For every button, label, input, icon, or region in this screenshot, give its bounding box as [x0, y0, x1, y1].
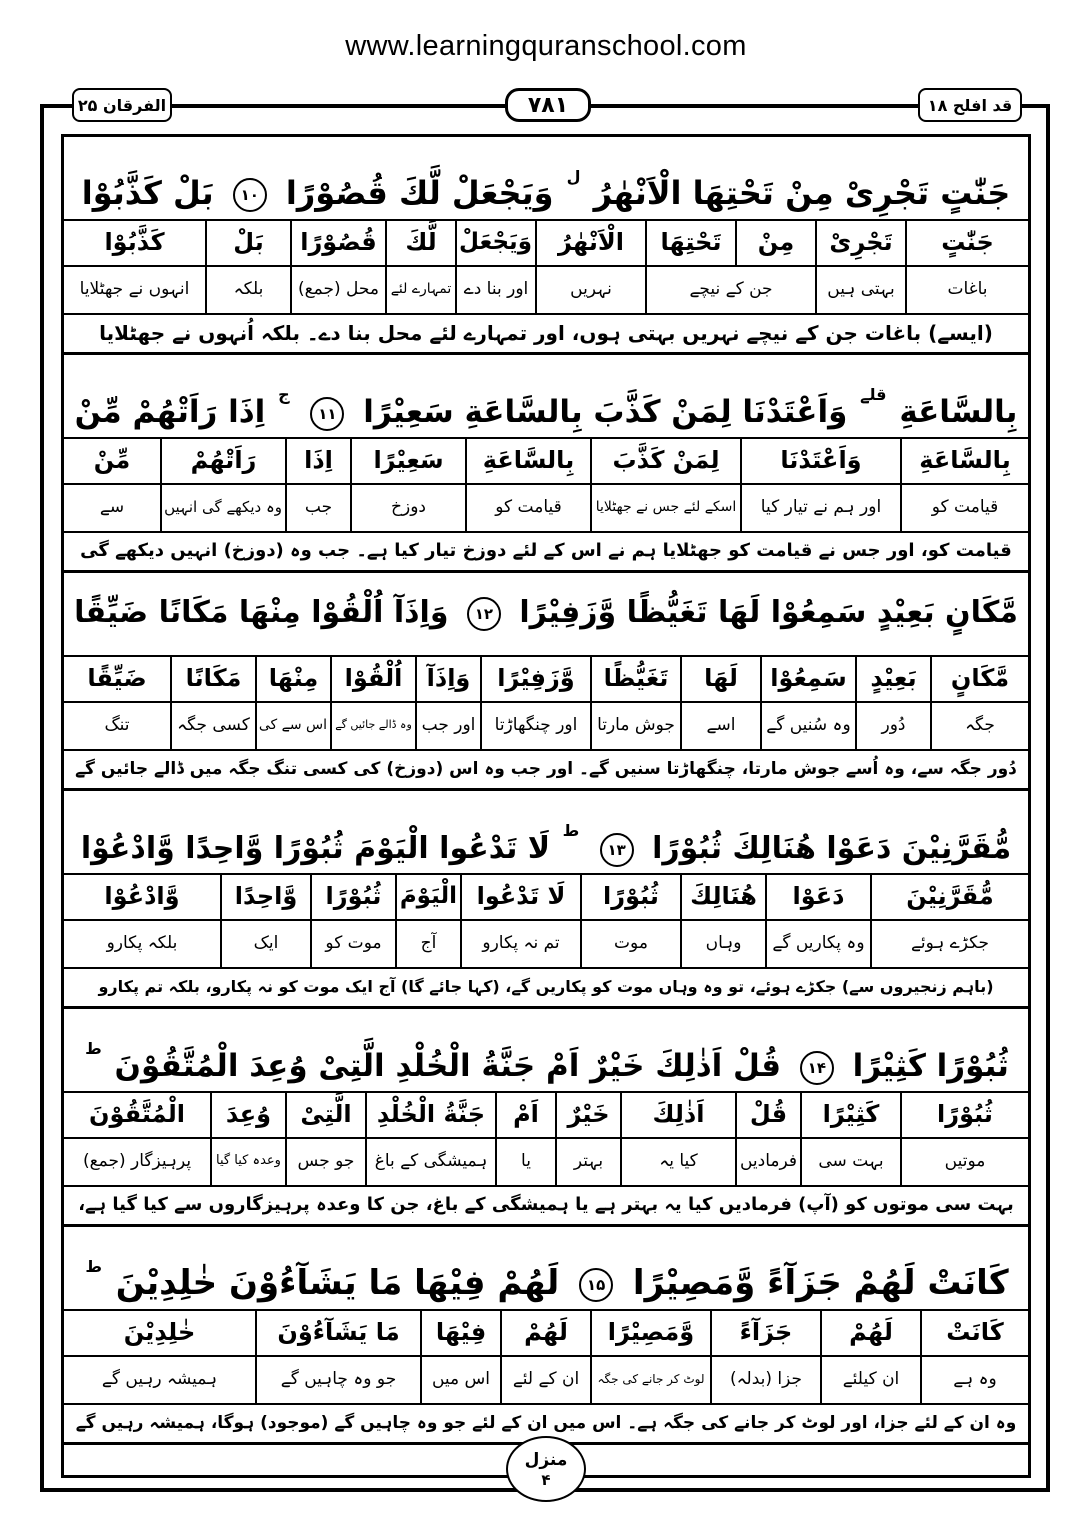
word-row — [64, 1093, 1028, 1139]
verse-line — [64, 573, 1028, 657]
meaning-cell: دُور — [855, 703, 930, 749]
ayah-number-marker: ۱۳ — [600, 833, 634, 867]
word-cell: جَنَّةُ الْخُلْدِ — [365, 1093, 495, 1137]
meaning-cell: وہ ڈالے جائیں گے — [330, 703, 415, 749]
meaning-cell: کسی جگہ — [170, 703, 255, 749]
translation-line: بہت سی موتوں کو (آپ) فرمادیں کیا یہ بہتر ہے یا ہمیشگی کے باغ، جن کا وعدہ پرہیزگاروں سے کیا گیا ہے، — [64, 1187, 1028, 1227]
meaning-cell: اور ہم نے تیار کیا — [740, 485, 900, 531]
meaning-cell: بلکہ پکارو — [106, 933, 178, 953]
verse-text-segment: لَا تَدْعُوا الْيَوْمَ ثُبُوْرًا وَّاحِدًا وَّادْعُوْا — [80, 831, 551, 866]
meaning-row — [64, 485, 1028, 533]
word-cell: بِالسَّاعَةِ — [900, 439, 1028, 483]
word-row — [64, 221, 1028, 267]
verse-line — [64, 1227, 1028, 1311]
ayah-block — [64, 137, 1028, 355]
meaning-cell: اسکے لئے جس نے جھٹلایا — [590, 485, 740, 531]
meaning-cell: جو جس — [285, 1139, 365, 1185]
meaning-cell: بہتر — [555, 1139, 620, 1185]
ayah-number-marker: ۱۰ — [233, 178, 267, 212]
meaning-cell: تنگ — [104, 715, 130, 735]
meaning-cell: باغات — [905, 267, 1028, 313]
meaning-cell: لوٹ کر جانے کی جگہ — [590, 1357, 710, 1403]
meaning-cell: جوش مارتا — [590, 703, 680, 749]
meaning-row — [64, 1139, 1028, 1187]
waqf-pause-mark: ل — [566, 167, 581, 186]
meaning-cell: بلکہ — [205, 267, 290, 313]
meaning-cell: ان کیلئے — [820, 1357, 920, 1403]
word-cell: ثُبُوْرًا — [900, 1093, 1028, 1137]
word-cell: ضَيِّقًا — [87, 664, 147, 692]
word-cell: مَكَانًا — [170, 657, 255, 701]
verse-blocks — [64, 137, 1028, 1445]
word-cell: وَاِذَآ — [415, 657, 480, 701]
translation-line: (ایسے) باغات جن کے نیچے نہریں بہتی ہوں، اور تمہارے لئے محل بنا دے۔ بلکہ اُنہوں نے جھٹلایا — [64, 315, 1028, 355]
waqf-pause-mark: قلے — [860, 385, 887, 404]
verse-text-segment: وَيَجْعَلْ لَّكَ قُصُوْرًا — [285, 174, 554, 212]
meaning-cell: اس سے کی — [255, 703, 330, 749]
verse-line — [64, 355, 1028, 439]
word-cell: مُّقَرَّنِيْنَ — [870, 875, 1028, 919]
meaning-cell: اور چنگھاڑتا — [480, 703, 590, 749]
verse-text-segment: لَهُمْ فِيْهَا مَا يَشَآءُوْنَ خٰلِدِيْنَ — [115, 1263, 560, 1303]
word-cell: خٰلِدِيْنَ — [123, 1318, 196, 1346]
word-row — [64, 875, 1028, 921]
verse-text-segment: وَاَعْتَدْنَا لِمَنْ كَذَّبَ بِالسَّاعَةِ سَعِيْرًا — [363, 394, 848, 430]
meaning-cell: جن کے نیچے — [645, 267, 815, 313]
meaning-cell: جکڑے ہوئے — [870, 921, 1028, 967]
word-cell: بَعِيْدٍ — [855, 657, 930, 701]
meaning-cell: تم نہ پکارو — [460, 921, 580, 967]
meaning-cell: موت — [580, 921, 680, 967]
word-cell: دَعَوْا — [765, 875, 870, 919]
verse-line — [64, 791, 1028, 875]
word-cell: كَثِيْرًا — [800, 1093, 900, 1137]
verse-text-segment: بِالسَّاعَةِ — [899, 394, 1018, 430]
word-cell: هُنَالِكَ — [680, 875, 765, 919]
word-cell: الَّتِىْ — [285, 1093, 365, 1137]
waqf-pause-mark: ج — [278, 385, 290, 404]
meaning-cell: وعدہ کیا گیا — [210, 1139, 285, 1185]
meaning-cell: وہ پکاریں گے — [765, 921, 870, 967]
ayah-block — [64, 1227, 1028, 1445]
word-cell: وَّمَصِيْرًا — [590, 1311, 710, 1355]
word-cell: جَنّٰتٍ — [905, 221, 1028, 265]
meaning-cell: سے — [99, 497, 125, 517]
meaning-row — [64, 703, 1028, 751]
ayah-block — [64, 1009, 1028, 1227]
word-cell: سَعِيْرًا — [350, 439, 465, 483]
page-number: ۷۸۱ — [505, 88, 591, 122]
translation-line: (باہم زنجیروں سے) جکڑے ہوئے، تو وہ وہاں موت کو پکاریں گے، (کہا جائے گا) آج ایک موت کو نہ پکارو، بلکہ تم پکارو — [64, 969, 1028, 1009]
ayah-number-marker: ۱۴ — [800, 1051, 834, 1085]
meaning-cell: اور جب — [415, 703, 480, 749]
meaning-cell: ایک — [220, 921, 310, 967]
word-cell: كَانَتْ — [920, 1311, 1028, 1355]
word-cell: الْيَوْمَ — [395, 875, 460, 919]
meaning-cell: بہتی ہیں — [815, 267, 905, 313]
meaning-cell: اس میں — [420, 1357, 500, 1403]
word-cell: لَا تَدْعُوا — [460, 875, 580, 919]
word-cell: لَهُمْ — [500, 1311, 590, 1355]
meaning-cell: جگہ — [930, 703, 1028, 749]
meaning-cell: اور بنا دے — [455, 267, 535, 313]
word-cell: خَيْرٌ — [555, 1093, 620, 1137]
meaning-cell: اسے — [680, 703, 760, 749]
word-cell: ثُبُوْرًا — [580, 875, 680, 919]
ayah-number-marker: ۱۱ — [310, 397, 344, 431]
word-cell: قُلْ — [735, 1093, 800, 1137]
meaning-cell: وہ سُنیں گے — [760, 703, 855, 749]
meaning-cell: وہاں — [680, 921, 765, 967]
word-row — [64, 1311, 1028, 1357]
para-name-label: قد افلح ۱۸ — [918, 88, 1022, 122]
meaning-cell: ہمیشہ رہیں گے — [101, 1369, 218, 1389]
ayah-block — [64, 573, 1028, 791]
word-cell: وَّزَفِيْرًا — [480, 657, 590, 701]
word-cell: سَمِعُوْا — [760, 657, 855, 701]
word-cell: لَهَا — [680, 657, 760, 701]
meaning-cell: ان کے لئے — [500, 1357, 590, 1403]
word-cell: اَمْ — [495, 1093, 555, 1137]
word-cell: مِّنْ — [93, 446, 131, 474]
word-cell: اِذَا — [285, 439, 350, 483]
meaning-row — [64, 267, 1028, 315]
word-row — [64, 439, 1028, 485]
word-cell: تَجْرِىْ — [815, 221, 905, 265]
waqf-pause-mark: ط — [85, 1257, 102, 1276]
ayah-block — [64, 355, 1028, 573]
word-cell: لَّكَ — [385, 221, 455, 265]
manzil-label: منزل — [524, 1450, 568, 1470]
word-cell: مَا يَشَآءُوْنَ — [255, 1311, 420, 1355]
word-cell: بَلْ — [205, 221, 290, 265]
word-cell: الْمُتَّقُوْنَ — [89, 1100, 185, 1128]
meaning-cell: نہریں — [535, 267, 645, 313]
translation-line: دُور جگہ سے، وہ اُسے جوش مارتا، چنگھاڑتا سنیں گے۔ اور جب وہ اس (دوزخ) کی کسی تنگ جگہ میں ڈالے جائیں گے — [64, 751, 1028, 791]
word-cell: تَغَيُّظًا — [590, 657, 680, 701]
surah-name-label: الفرقان ۲۵ — [72, 88, 172, 122]
verse-text-segment: اِذَا رَاَتْهُمْ مِّنْ — [74, 394, 266, 430]
word-cell: وَيَجْعَلْ — [455, 221, 535, 265]
verse-text-segment: وَاِذَآ اُلْقُوْا مِنْهَا مَكَانًا ضَيِّقًا — [74, 595, 449, 630]
meaning-cell: ہمیشگی کے باغ — [365, 1139, 495, 1185]
verse-text-segment: مَّكَانٍ بَعِيْدٍ سَمِعُوْا لَهَا تَغَيُّظًا وَّزَفِيْرًا — [519, 595, 1018, 630]
verse-line — [64, 1009, 1028, 1093]
word-cell: مَّكَانٍ — [930, 657, 1028, 701]
word-cell: لَهُمْ — [820, 1311, 920, 1355]
meaning-cell: انہوں نے جھٹلایا — [79, 279, 190, 299]
meaning-cell: موت کو — [310, 921, 395, 967]
word-cell: كَذَّبُوْا — [104, 228, 165, 256]
meaning-cell: وہ دیکھے گی انہیں — [160, 485, 285, 531]
meaning-cell: وہ ہے — [920, 1357, 1028, 1403]
translation-line: وہ ان کے لئے جزا، اور لوٹ کر جانے کی جگہ ہے۔ اس میں ان کے لئے جو وہ چاہیں گے (موجود) ہوگا، ہمیشہ رہیں گے — [64, 1405, 1028, 1445]
meaning-cell: فرمادیں — [735, 1139, 800, 1185]
manzil-number: ۴ — [541, 1471, 551, 1489]
word-cell: وَاَعْتَدْنَا — [740, 439, 900, 483]
meaning-cell: یا — [495, 1139, 555, 1185]
word-cell: فِيْهَا — [420, 1311, 500, 1355]
word-cell: ثُبُوْرًا — [310, 875, 395, 919]
word-cell: وَّاحِدًا — [220, 875, 310, 919]
word-cell: جَزَآءً — [710, 1311, 820, 1355]
meaning-cell: تمہارے لئے — [385, 267, 455, 313]
verse-line — [64, 137, 1028, 221]
word-cell: قُصُوْرًا — [290, 221, 385, 265]
word-cell: تَحْتِهَا — [645, 221, 735, 265]
word-cell: مِنْهَا — [255, 657, 330, 701]
ayah-number-marker: ۱۵ — [579, 1268, 613, 1302]
meaning-row — [64, 1357, 1028, 1405]
word-cell: رَاَتْهُمْ — [160, 439, 285, 483]
word-cell: وَّادْعُوْا — [104, 882, 180, 910]
word-cell: اَذٰلِكَ — [620, 1093, 735, 1137]
verse-text-segment: ثُبُوْرًا كَثِيْرًا — [852, 1048, 1009, 1084]
verse-text-segment: قُلْ اَذٰلِكَ خَيْرٌ اَمْ جَنَّةُ الْخُلْدِ الَّتِىْ وُعِدَ الْمُتَّقُوْنَ — [114, 1048, 782, 1084]
word-row — [64, 657, 1028, 703]
meaning-cell: جزا (بدلہ) — [710, 1357, 820, 1403]
ayah-number-marker: ۱۲ — [467, 597, 501, 631]
manzil-badge — [506, 1436, 586, 1502]
word-cell: وُعِدَ — [210, 1093, 285, 1137]
meaning-cell: پرہیزگار (جمع) — [82, 1151, 192, 1171]
waqf-pause-mark: ط — [562, 821, 580, 840]
meaning-row — [64, 921, 1028, 969]
verse-text-segment: كَانَتْ لَهُمْ جَزَآءً وَّمَصِيْرًا — [632, 1263, 1009, 1303]
ayah-block — [64, 791, 1028, 1009]
website-url: www.learningquranschool.com — [345, 30, 747, 62]
word-cell: اُلْقُوْا — [330, 657, 415, 701]
meaning-cell: جب — [285, 485, 350, 531]
meaning-cell: موتیں — [900, 1139, 1028, 1185]
meaning-cell: آج — [395, 921, 460, 967]
word-cell: بِالسَّاعَةِ — [465, 439, 590, 483]
meaning-cell: محل (جمع) — [290, 267, 385, 313]
meaning-cell: قیامت کو — [465, 485, 590, 531]
word-cell: لِمَنْ كَذَّبَ — [590, 439, 740, 483]
translation-line: قیامت کو، اور جس نے قیامت کو جھٹلایا ہم نے اس کے لئے دوزخ تیار کیا ہے۔ جب وہ (دوزخ) انہیں دیکھے گی — [64, 533, 1028, 573]
verse-text-segment: جَنّٰتٍ تَجْرِىْ مِنْ تَحْتِهَا الْاَنْهٰرُ — [593, 174, 1011, 212]
meaning-cell: کیا یہ — [620, 1139, 735, 1185]
verse-text-segment: مُّقَرَّنِيْنَ دَعَوْا هُنَالِكَ ثُبُوْرًا — [652, 831, 1012, 866]
word-cell: مِنْ — [735, 221, 815, 265]
meaning-cell: دوزخ — [350, 485, 465, 531]
meaning-cell: جو وہ چاہیں گے — [255, 1357, 420, 1403]
meaning-cell: قیامت کو — [900, 485, 1028, 531]
word-cell: الْاَنْهٰرُ — [535, 221, 645, 265]
meaning-cell: بہت سی — [800, 1139, 900, 1185]
verse-text-segment: بَلْ كَذَّبُوْا — [81, 174, 214, 212]
waqf-pause-mark: ط — [85, 1039, 102, 1058]
